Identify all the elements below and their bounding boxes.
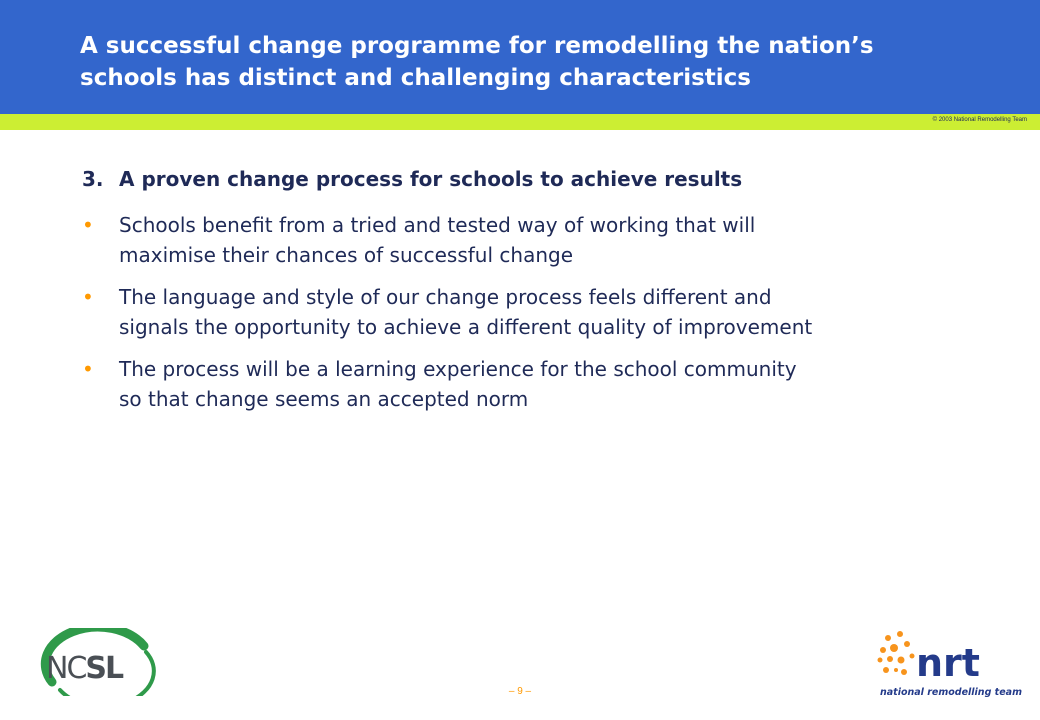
bullet-item bbox=[82, 210, 982, 270]
copyright-notice: © 2003 National Remodelling Team bbox=[932, 117, 1027, 123]
bullet-text bbox=[119, 282, 812, 342]
bullet-icon: • bbox=[82, 285, 94, 309]
nrt-logo-tagline: national remodelling team bbox=[880, 687, 1022, 698]
section-number: 3. bbox=[82, 167, 104, 191]
bullet-text bbox=[119, 210, 755, 270]
accent-band bbox=[0, 114, 1040, 130]
header-banner bbox=[0, 0, 1040, 114]
nrt-logo-text: nrt bbox=[916, 641, 980, 685]
bullet-line: so that change seems an accepted norm bbox=[119, 387, 529, 411]
bullet-item bbox=[82, 282, 982, 342]
page-number: – 9 – bbox=[508, 686, 532, 697]
nrt-figure-icon bbox=[878, 631, 915, 675]
title-line-1: A successful change programme for remodelling the nation’s bbox=[80, 33, 874, 59]
bullet-line: The process will be a learning experience for the school community bbox=[119, 357, 797, 381]
bullet-item bbox=[82, 354, 982, 414]
bullet-line: signals the opportunity to achieve a different quality of improvement bbox=[119, 315, 813, 339]
slide-content bbox=[82, 166, 982, 426]
section-heading-text: A proven change process for schools to achieve results bbox=[119, 167, 743, 191]
ncsl-logo-text: NCSL bbox=[46, 651, 123, 686]
bullet-line: maximise their chances of successful change bbox=[119, 243, 573, 267]
section-heading bbox=[82, 166, 982, 192]
slide-title bbox=[80, 30, 1010, 94]
bullet-text bbox=[119, 354, 797, 414]
bullet-icon: • bbox=[82, 213, 94, 237]
title-line-2: schools has distinct and challenging characteristics bbox=[80, 65, 751, 91]
bullet-icon: • bbox=[82, 357, 94, 381]
bullet-line: The language and style of our change process feels different and bbox=[119, 285, 772, 309]
bullet-line: Schools benefit from a tried and tested way of working that will bbox=[119, 213, 756, 237]
nrt-logo bbox=[874, 626, 1030, 702]
